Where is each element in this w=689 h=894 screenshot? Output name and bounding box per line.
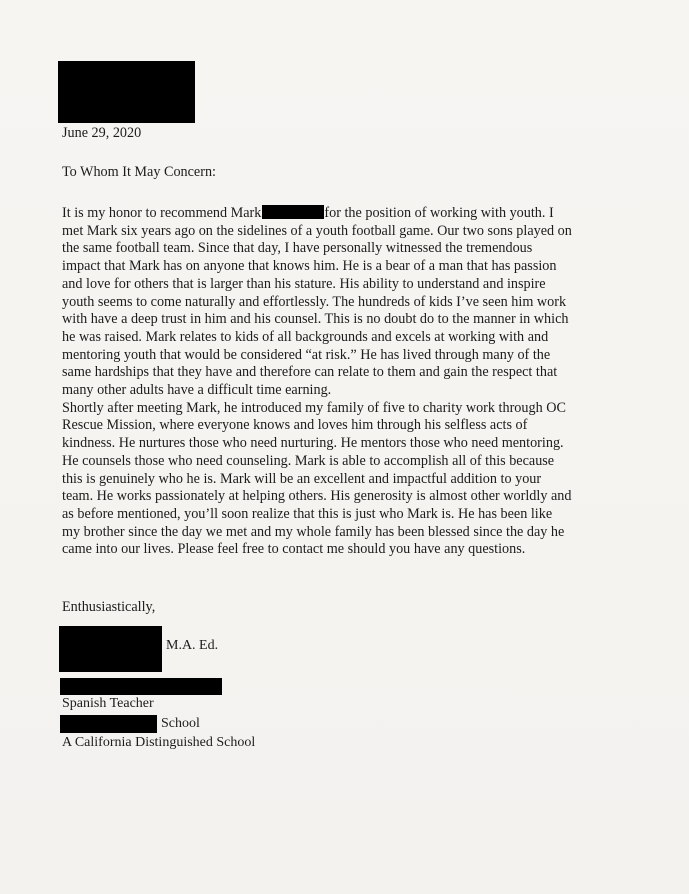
body-line: he was raised. Mark relates to kids of all backgrounds and excels at working with and [62,328,549,345]
school-suffix: School [161,716,200,731]
body-line: this is genuinely who he is. Mark will be an excellent and impactful addition to your [62,470,542,487]
body-line: Rescue Mission, where everyone knows and loves him through his selfless acts of [62,417,528,434]
body-line: came into our lives. Please feel free to contact me should you have any questions. [62,541,526,558]
redacted-signature [59,626,162,672]
letter-salutation: To Whom It May Concern: [62,164,216,180]
body-line: He counsels those who need counseling. Mark is able to accomplish all of this because [62,452,555,469]
body-line: my brother since the day we met and my whole family has been blessed since the day he [62,523,565,540]
body-line: met Mark six years ago on the sidelines of a youth football game. Our two sons played on [62,222,572,239]
body-line: impact that Mark has on anyone that knows him. He is a bear of a man that has passion [62,258,557,275]
signer-title: Spanish Teacher [62,696,154,711]
redacted-school-name [60,715,157,733]
signer-degree: M.A. Ed. [166,638,219,653]
body-line: mentoring youth that would be considered “at risk.” He has lived through many of the [62,346,551,363]
body-line: team. He works passionately at helping others. His generosity is almost other worldly and [62,488,572,505]
body-line: same hardships that they have and therefore can relate to them and gain the respect that [62,364,558,381]
letter-body [62,205,622,559]
redacted-letterhead [58,61,195,123]
redacted-surname [262,205,324,219]
body-line: kindness. He nurtures those who need nurturing. He mentors those who need mentoring. [62,435,564,452]
school-distinction: A California Distinguished School [62,735,256,750]
body-line: Shortly after meeting Mark, he introduced my family of five to charity work through OC [62,399,566,416]
body-line: with have a deep trust in him and his counsel. This is no doubt do to the manner in which [62,311,569,328]
letter-closing: Enthusiastically, [62,599,156,615]
body-line: as before mentioned, you’ll soon realize that this is just who Mark is. He has been like [62,505,553,522]
body-line: the same football team. Since that day, I have personally witnessed the tremendous [62,240,533,257]
redacted-signer-name [60,678,222,695]
body-line: and love for others that is larger than his stature. His ability to understand and inspire [62,275,546,292]
body-line: It is my honor to recommend Mark for the position of working with youth. I [62,205,554,221]
body-line: many other adults have a difficult time earning. [62,382,332,399]
letter-date: June 29, 2020 [62,125,142,141]
body-line: youth seems to come naturally and effortlessly. The hundreds of kids I’ve seen him work [62,293,567,310]
